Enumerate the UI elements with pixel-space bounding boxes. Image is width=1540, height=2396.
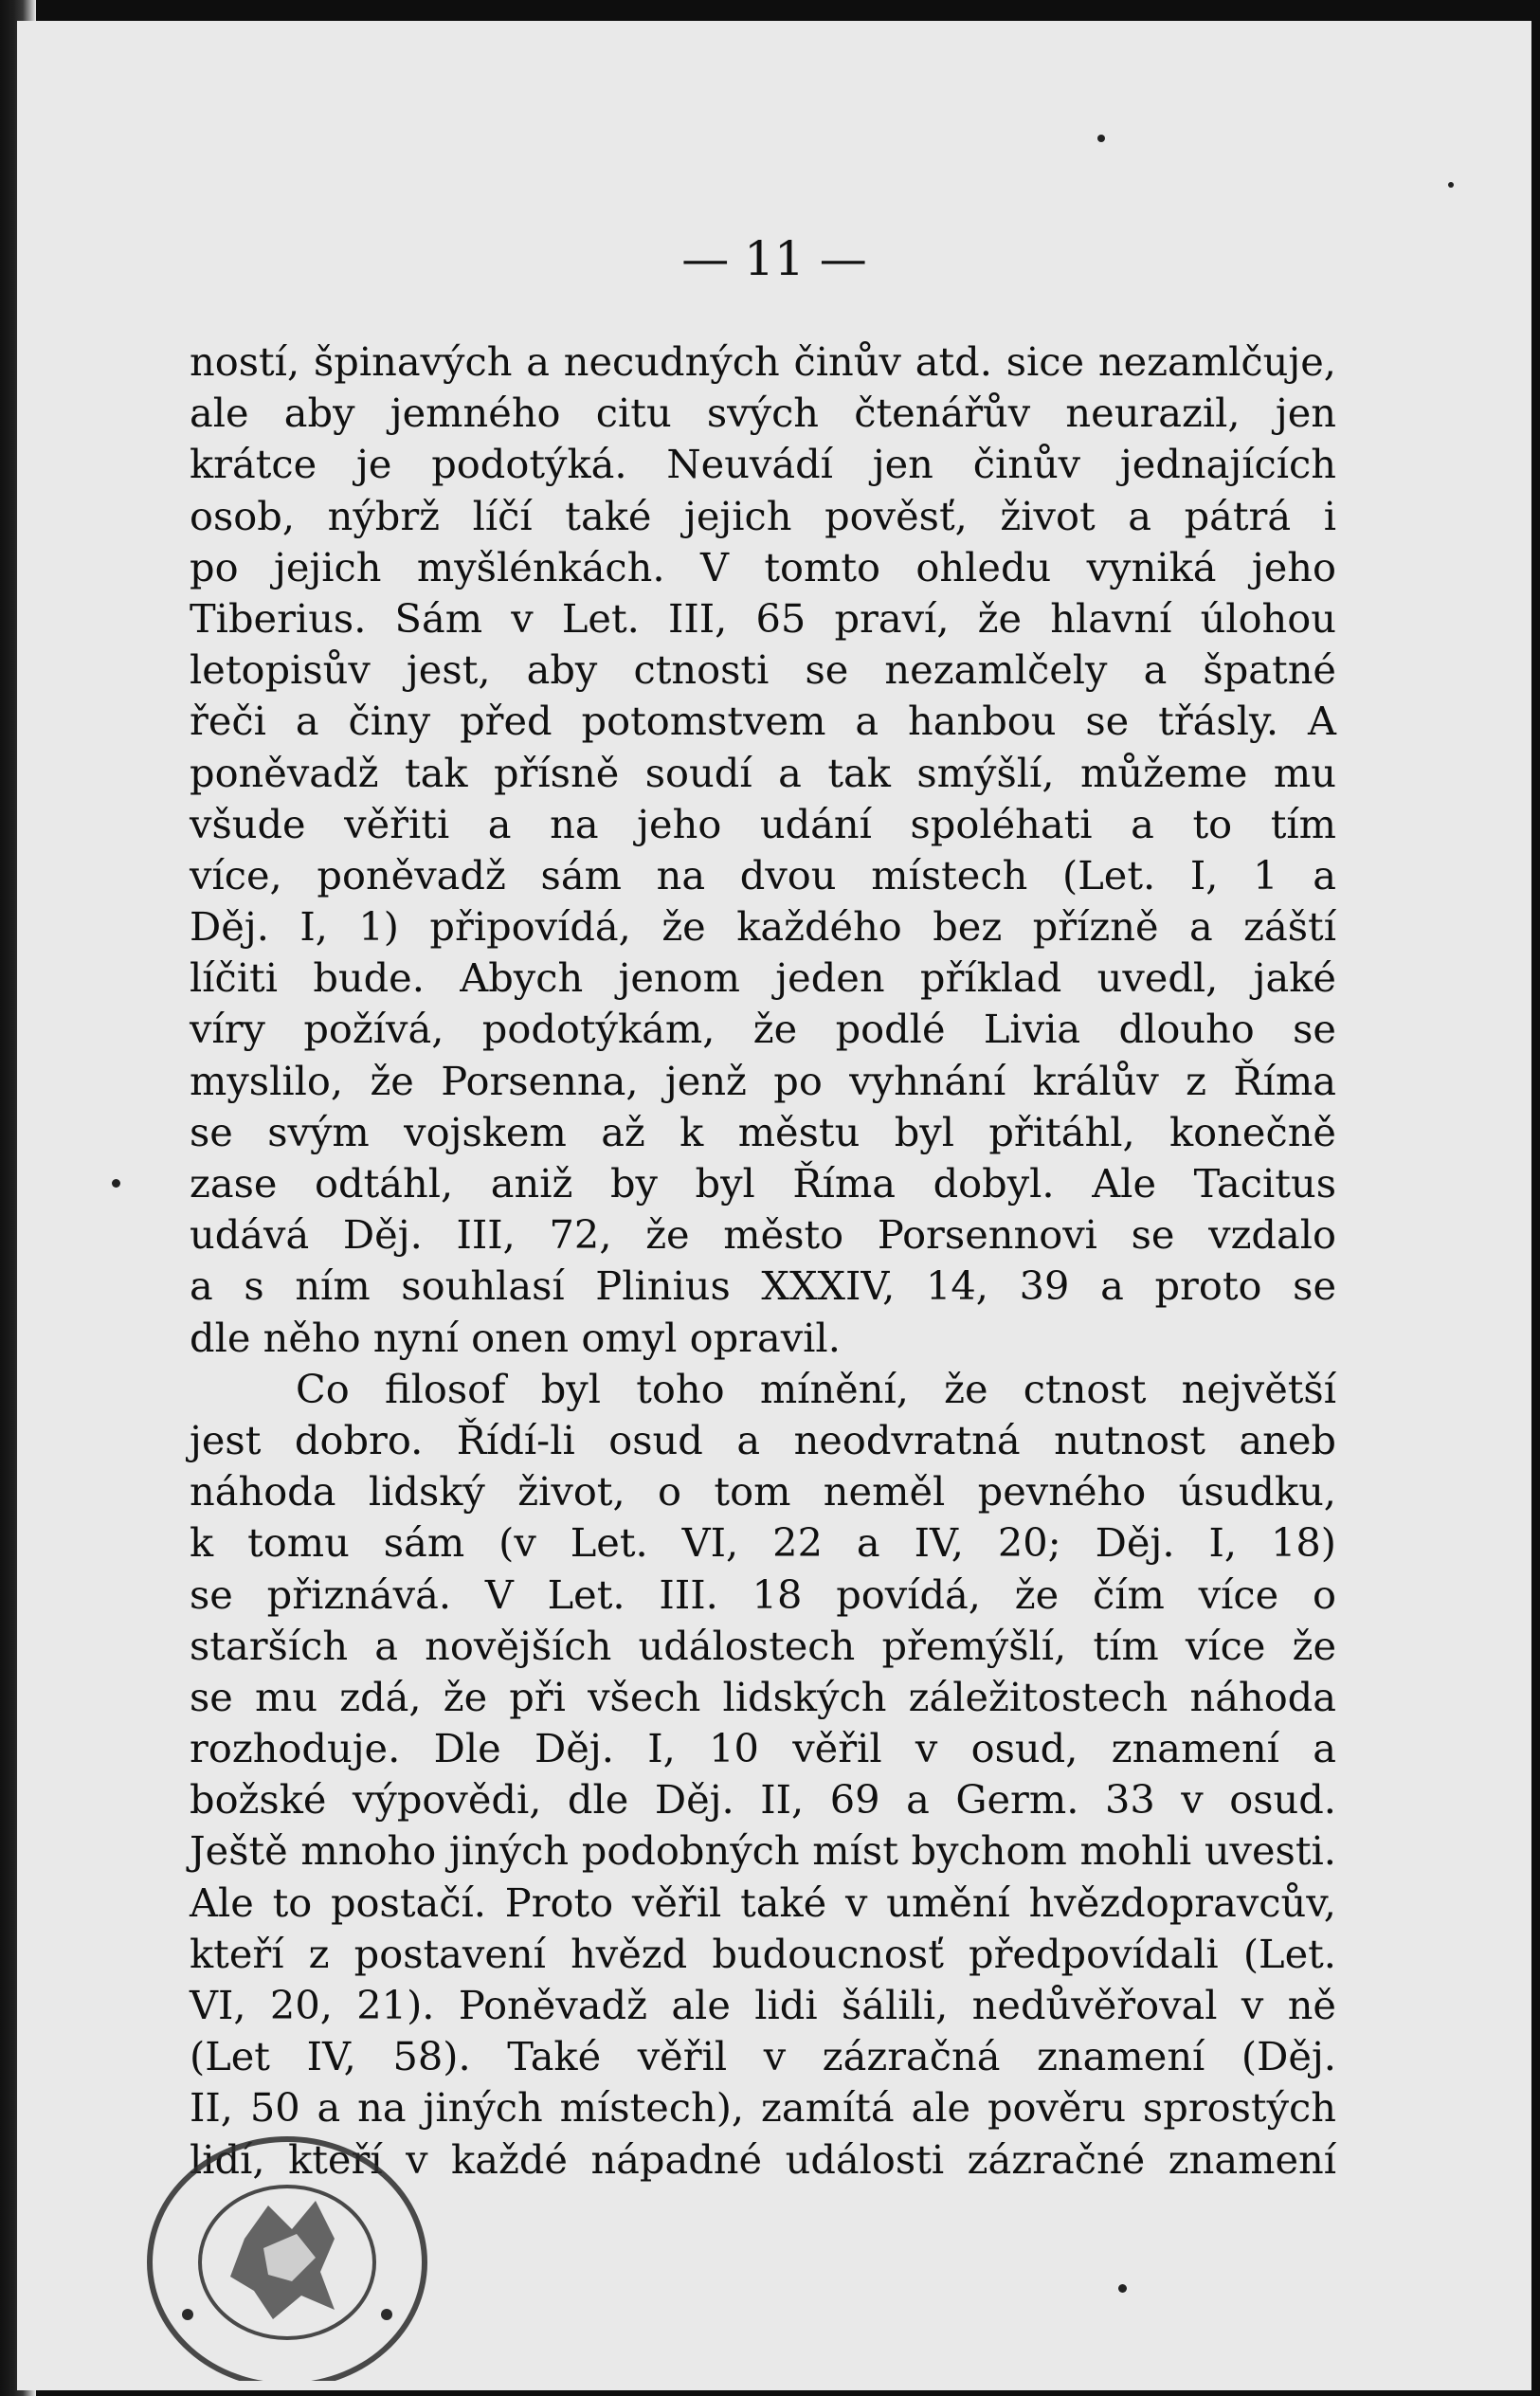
text-line: jest dobro. Řídí-li osud a neodvratná nutnost aneb [190, 1416, 1336, 1463]
text-line: letopisův jest, aby ctnosti se nezamlčely a špatné [190, 646, 1336, 694]
text-line: se přiznává. V Let. III. 18 povídá, že čím více o [190, 1570, 1336, 1618]
paper-speck [1118, 2284, 1127, 2293]
text-line: kteří z postavení hvězd budoucnosť předpovídali (Let. [190, 1930, 1336, 1977]
text-line: víry požívá, podotýkám, že podlé Livia dlouho se [190, 1006, 1336, 1053]
text-line: Ale to postačí. Proto věřil také v umění hvězdopravcův, [190, 1879, 1336, 1926]
text-line: řeči a činy před potomstvem a hanbou se třásly. A [190, 698, 1336, 745]
text-line: se svým vojskem až k městu byl přitáhl, konečně [190, 1108, 1336, 1155]
text-line: božské výpovědi, dle Děj. II, 69 a Germ. 33 v osud. [190, 1776, 1336, 1824]
text-line: všude věřiti a na jeho udání spoléhati a to tím [190, 800, 1336, 847]
text-line: lidí, kteří v každé nápadné události zázračné znamení [190, 2135, 1336, 2183]
text-line: více, poněvadž sám na dvou místech (Let. I, 1 a [190, 851, 1336, 898]
text-line: k tomu sám (v Let. VI, 22 a IV, 20; Děj. I, 18) [190, 1519, 1336, 1567]
text-line: a s ním souhlasí Plinius XXXIV, 14, 39 a proto se [190, 1262, 1336, 1310]
paper-speck [1097, 135, 1105, 142]
text-line: ale aby jemného citu svých čtenářův neurazil, jen [190, 390, 1336, 437]
text-line: II, 50 a na jiných místech), zamítá ale pověru sprostých [190, 2084, 1336, 2132]
body-text [190, 336, 1336, 2186]
library-stamp [131, 2106, 453, 2381]
text-line: VI, 20, 21). Poněvadž ale lidi šálili, nedůvěřoval v ně [190, 1982, 1336, 2028]
text-line: Tiberius. Sám v Let. III, 65 praví, že hlavní úlohou [190, 594, 1336, 642]
book-page [17, 21, 1531, 2390]
text-line: po jejich myšlénkách. V tomto ohledu vyniká jeho [190, 543, 1336, 590]
text-line: se mu zdá, že při všech lidských záležitostech náhoda [190, 1673, 1336, 1720]
text-line: náhoda lidský život, o tom neměl pevného úsudku, [190, 1468, 1336, 1516]
text-line: poněvadž tak přísně soudí a tak smýšlí, můžeme mu [190, 749, 1336, 796]
text-line: starších a novějších událostech přemýšlí, tím více že [190, 1622, 1336, 1669]
text-line: (Let IV, 58). Také věřil v zázračná znamení (Děj. [190, 2033, 1336, 2080]
paper-speck [112, 1179, 120, 1188]
text-line: líčiti bude. Abych jenom jeden příklad uvedl, jaké [190, 954, 1336, 1002]
text-line: udává Děj. III, 72, že město Porsennovi se vzdalo [190, 1211, 1336, 1259]
text-line: dle něho nyní onen omyl opravil. [190, 1314, 841, 1361]
text-line: zase odtáhl, aniž by byl Říma dobyl. Ale Tacitus [190, 1160, 1336, 1207]
text-line: Ještě mnoho jiných podobných míst bychom mohli uvesti. [190, 1827, 1336, 1875]
text-line: krátce je podotýká. Neuvádí jen činův jednajících [190, 441, 1336, 488]
text-line: Co filosof byl toho mínění, že ctnost největší [296, 1365, 1336, 1412]
text-line: ností, špinavých a necudných činův atd. sice nezamlčuje, [190, 338, 1336, 385]
text-line: rozhoduje. Dle Děj. I, 10 věřil v osud, znamení a [190, 1725, 1336, 1772]
text-line: Děj. I, 1) připovídá, že každého bez přízně a záští [190, 903, 1336, 951]
page-number: — 11 — [681, 231, 867, 286]
paper-speck [1448, 182, 1454, 188]
text-line: osob, nýbrž líčí také jejich pověsť, život a pátrá i [190, 492, 1336, 539]
text-line: myslilo, že Porsenna, jenž po vyhnání králův z Říma [190, 1057, 1336, 1104]
